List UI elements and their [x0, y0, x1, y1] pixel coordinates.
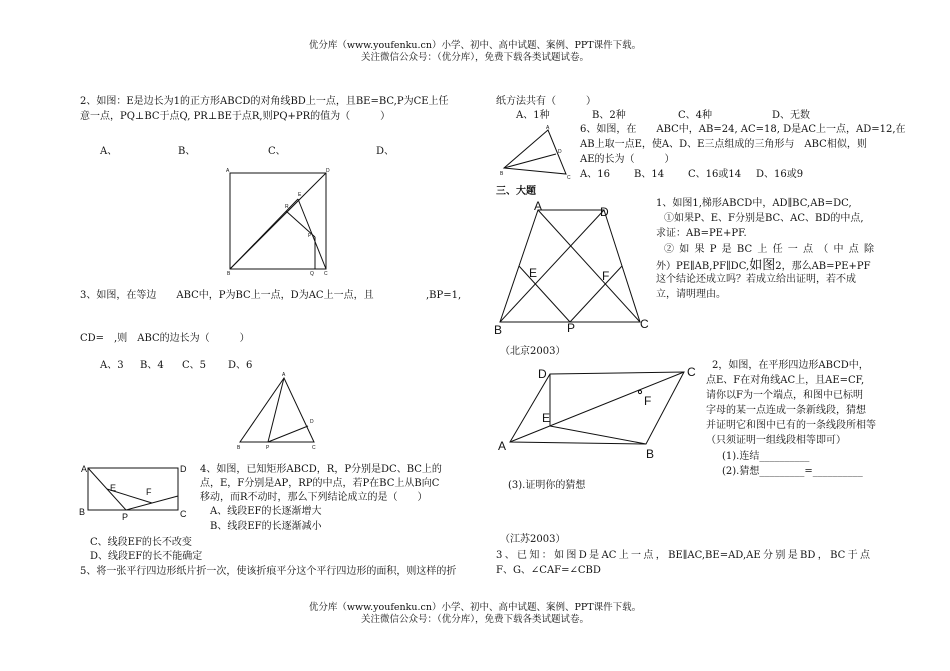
p1-line-5c: 2，那么AB=PE+PF: [775, 261, 871, 272]
p2-line-6: （只须证明一组线段相等即可）: [706, 435, 846, 446]
label-A: A: [226, 168, 230, 174]
q4-option-c: C、线段EF的长不改变: [90, 537, 192, 548]
q4-option-b: B、线段EF的长逐渐减小: [210, 521, 322, 532]
triangle-abc: [240, 378, 314, 442]
p1-line-7: 立，请明理由。: [656, 289, 726, 300]
label-F: F: [602, 269, 610, 283]
label-D: D: [558, 149, 562, 155]
label-P: P: [308, 233, 312, 239]
p2-line-3: 请你以F为一个端点，和图中已标明: [706, 390, 863, 401]
q3-line-2: CD= ,则 ABC的边长为（ ）: [80, 333, 250, 344]
p3-line-2: F、G、∠CAF=∠CBD: [496, 565, 601, 576]
label-P: P: [122, 512, 129, 522]
q6-option-a: A、16: [580, 169, 610, 180]
label-A: A: [81, 464, 88, 474]
q4-option-a: A、线段EF的长逐渐增大: [210, 506, 322, 517]
header-line-1: 优分库（www.youfenku.cn）小学、初中、高中试题、案例、PPT课件下载。: [308, 40, 642, 51]
label-F: F: [146, 487, 152, 497]
q4-option-d: D、线段EF的长不能确定: [90, 551, 203, 562]
q3-option-a: A、3: [100, 360, 124, 371]
label-E: E: [110, 483, 117, 493]
label-B: B: [500, 171, 504, 177]
label-E: E: [298, 192, 302, 198]
q6-line-1: 6、如图，在 ABC中，AB=24, AC=18, D是AC上一点，AD=12,在: [580, 124, 906, 135]
label-D: D: [310, 419, 314, 425]
label-D: D: [180, 464, 187, 474]
q3-option-d: D、6: [228, 360, 253, 371]
q5-option-a: A、1种: [516, 110, 550, 121]
q5-option-d: D、无数: [772, 110, 811, 121]
p1-line-4: ②如果P是BC上任一点（中点除: [664, 244, 874, 255]
label-E: E: [542, 411, 551, 425]
p2-line-5: 并证明它和图中已有的一条线段所相等: [706, 420, 876, 431]
label-D: D: [600, 205, 609, 219]
label-B: B: [646, 447, 655, 461]
p2-line-2: 点E、F在对角线AC上，且AE=CF,: [706, 375, 865, 386]
p2-line-1: 2，如图，在平形四边形ABCD中，: [712, 360, 869, 371]
label-D: D: [326, 168, 330, 174]
q4-line-2: 点，E，F分别是AP，RP的中点，若P在BC上从B向C: [200, 478, 440, 489]
q4-line-3: 移动，而R不动时，那么下列结论成立的是（ ）: [200, 492, 428, 503]
q2-option-d: D、: [376, 146, 395, 157]
label-R: R: [285, 204, 289, 210]
q6-option-c: C、16或14: [688, 169, 742, 180]
q2-line-2: 意一点，PQ⊥BC于点Q, PR⊥BE于点R,则PQ+PR的值为（ ）: [80, 111, 391, 122]
trapezoid-figure: [492, 200, 652, 334]
label-C: C: [640, 317, 649, 331]
footer-line-1: 优分库（www.youfenku.cn）小学、初中、高中试题、案例、PPT课件下载。: [308, 602, 642, 613]
label-Q: Q: [310, 271, 314, 277]
q4-line-1: 4、如图，已知矩形ABCD，R，P分别是DC、BC上的: [200, 464, 442, 475]
p1-line-5: [656, 258, 871, 274]
label-F: F: [644, 394, 652, 408]
triangle-figure-q6: [500, 124, 576, 180]
p2-line-4: 字母的某一点连成一条新线段，猜想: [706, 405, 866, 416]
q2-option-b: B、: [178, 146, 196, 157]
q5-option-b: B、2种: [592, 110, 626, 121]
q6-option-d: D、16或9: [756, 169, 804, 180]
label-A: A: [534, 200, 543, 213]
label-C: C: [567, 175, 571, 180]
p1-line-2: ①如果P、E、F分别是BC、AC、BD的中点,: [664, 213, 864, 224]
rectangle-abcd: [88, 468, 178, 510]
q6-line-2: AB上取一点E，使A、D、E三点组成的三角形与 ABC相似，则: [580, 139, 867, 150]
label-D: D: [538, 367, 547, 381]
q5-line-2: 纸方法共有（ ）: [496, 96, 596, 107]
footer-line-2: 关注微信公众号：（优分库），免费下载各类试题试卷。: [360, 614, 589, 625]
label-P: P: [266, 445, 270, 451]
triangle-figure-q3: [232, 370, 324, 452]
point-f: [638, 390, 641, 393]
q3-option-c: C、5: [182, 360, 207, 371]
segment-eb: [550, 426, 646, 444]
p2-source: （江苏2003）: [500, 534, 566, 545]
q6-option-b: B、14: [634, 169, 665, 180]
label-C: C: [312, 445, 316, 451]
label-B: B: [79, 507, 86, 517]
triangle-abc: [504, 130, 566, 174]
parallelogram-figure: [494, 362, 704, 462]
trapezoid-abcd: [500, 210, 640, 322]
header-line-2: 关注微信公众号：（优分库），免费下载各类试题试卷。: [360, 52, 589, 63]
label-B: B: [494, 323, 503, 334]
q5-option-c: C、4种: [678, 110, 713, 121]
segment-pd: [268, 426, 308, 442]
label-C: C: [687, 365, 696, 379]
q2-option-c: C、: [268, 146, 286, 157]
square-figure: [222, 165, 334, 277]
label-B: B: [227, 271, 231, 277]
label-C: C: [324, 271, 328, 277]
p2-line-7: (1).连结__________: [722, 451, 810, 462]
label-E: E: [529, 266, 538, 280]
p1-source: （北京2003）: [500, 346, 566, 357]
q5-line-1: 5、将一张平行四边形纸片折一次，使该折痕平分这个平行四边形的面积，则这样的折: [80, 566, 457, 577]
q3-bp: ,BP=1,: [426, 290, 462, 301]
label-A: A: [498, 439, 507, 453]
p1-line-6: 这个结论还成立吗？若成立给出证明，若不成: [656, 274, 856, 285]
p1-line-3: 求证：AB=PE+PF.: [656, 228, 747, 239]
label-A: A: [546, 125, 550, 131]
label-A: A: [282, 372, 286, 378]
q2-option-a: A、: [100, 146, 118, 157]
p1-line-5a: 外）PE∥AB,PF∥DC,: [656, 261, 750, 272]
p2-line-9: (3).证明你的猜想: [508, 480, 586, 491]
p2-line-8: (2).猜想_________=__________: [722, 466, 863, 477]
section-3-title: 三、大题: [496, 186, 536, 197]
q3-line-1: 3、如图，在等边 ABC中，P为BC上一点，D为AC上一点，且: [80, 290, 374, 301]
label-P: P: [567, 321, 576, 334]
label-C: C: [180, 509, 187, 519]
p1-line-5b: 如图: [749, 258, 776, 273]
p1-line-1: 1、如图1,梯形ABCD中，AD∥BC,AB=DC,: [656, 198, 852, 209]
q6-line-3: AE的长为（ ）: [580, 154, 675, 165]
p3-line-1: 3、已知：如图D是AC上一点，BE∥AC,BE=AD,AE分别是BD，BC于点: [496, 550, 870, 561]
label-B: B: [237, 445, 241, 451]
rectangle-figure-q4: [78, 460, 194, 522]
q2-line-1: 2、如图：E是边长为1的正方形ABCD的对角线BD上一点，且BE=BC,P为CE上任: [80, 96, 449, 107]
q3-option-b: B、4: [140, 360, 164, 371]
segment-ap: [268, 378, 284, 442]
diagonal-ac: [510, 372, 684, 442]
